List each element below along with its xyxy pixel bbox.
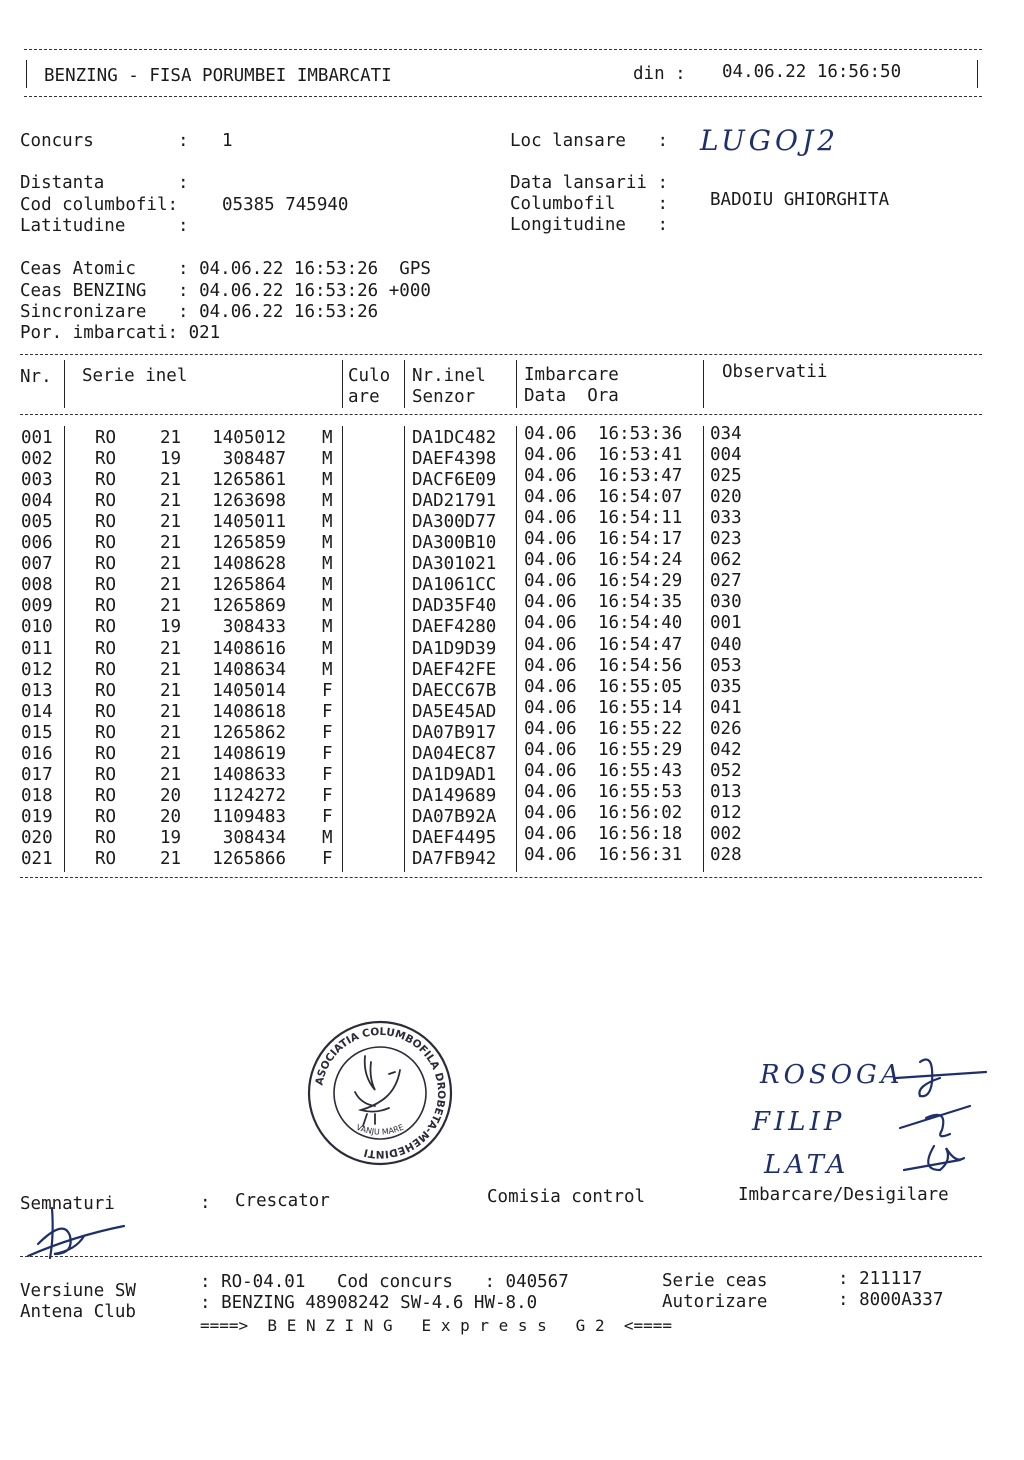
row-country: RO	[95, 806, 117, 827]
columbofil-value: BADOIU GHIORGHITA	[710, 190, 890, 210]
dove-icon	[355, 1056, 400, 1126]
row-year: 21	[160, 659, 182, 680]
row-time: 16:53:36	[598, 424, 683, 444]
row-ring-number: 1405014	[212, 680, 286, 701]
row-date: 04.06	[524, 466, 577, 487]
cod-columbofil-label: Cod columbofil:	[20, 195, 179, 215]
row-observation: 033	[710, 508, 742, 529]
row-sex: M	[322, 659, 333, 680]
row-nr: 005	[21, 512, 53, 533]
row-country: RO	[95, 743, 117, 764]
table-row	[0, 676, 1024, 702]
col-sep-4	[516, 360, 517, 408]
row-sensor-id: DA149689	[412, 785, 497, 806]
row-sensor-id: DA300B10	[412, 533, 497, 554]
row-date: 04.06	[524, 739, 577, 760]
row-ring-number: 1265869	[212, 596, 286, 617]
row-date: 04.06	[524, 634, 577, 655]
table-row	[0, 697, 1024, 723]
row-country: RO	[95, 722, 117, 743]
table-row	[0, 550, 1024, 575]
table-row	[0, 760, 1024, 786]
row-ring-number: 1263698	[212, 491, 286, 512]
row-sensor-id: DAEF42FE	[412, 659, 497, 680]
row-time: 16:54:11	[598, 508, 683, 529]
row-nr: 004	[21, 491, 53, 512]
row-country: RO	[95, 680, 117, 701]
row-sex: F	[322, 722, 333, 743]
row-sex: M	[322, 512, 333, 533]
row-time: 16:54:24	[598, 550, 683, 571]
row-year: 21	[160, 428, 182, 448]
table-row	[0, 613, 1024, 638]
row-observation: 052	[710, 760, 742, 781]
row-ring-number: 1408618	[212, 701, 286, 722]
row-nr: 015	[21, 722, 53, 743]
row-sex: F	[322, 806, 333, 827]
row-time: 16:56:31	[598, 845, 683, 865]
row-date: 04.06	[524, 529, 577, 550]
row-nr: 003	[21, 470, 53, 491]
semnaturi-colon: :	[200, 1193, 211, 1213]
row-date: 04.06	[524, 781, 577, 802]
latitudine-label: Latitudine :	[20, 216, 189, 236]
antena-club-value: : BENZING 48908242 SW-4.6 HW-8.0	[200, 1293, 538, 1313]
row-sensor-id: DA1D9D39	[412, 638, 497, 659]
row-observation: 040	[710, 634, 742, 655]
header-culoare-2: are	[348, 387, 380, 407]
concurs-label: Concurs :	[20, 131, 189, 151]
row-sensor-id: DAD21791	[412, 491, 497, 512]
signature-name-1: ROSOGA	[760, 1060, 904, 1090]
row-country: RO	[95, 575, 117, 596]
row-sex: F	[322, 849, 333, 869]
imbarcare-desigilare-label: Imbarcare/Desigilare	[738, 1185, 949, 1205]
col-sep-1	[64, 360, 65, 408]
header-observatii: Observatii	[722, 362, 828, 382]
row-ring-number: 1124272	[212, 785, 286, 806]
row-ring-number: 1265864	[212, 575, 286, 596]
row-year: 21	[160, 701, 182, 722]
row-country: RO	[95, 533, 117, 554]
row-sex: M	[322, 491, 333, 512]
row-date: 04.06	[524, 697, 577, 718]
row-year: 21	[160, 722, 182, 743]
row-time: 16:54:40	[598, 613, 683, 634]
row-time: 16:55:43	[598, 760, 683, 781]
row-sex: M	[322, 596, 333, 617]
row-ring-number: 308433	[222, 617, 286, 638]
table-row	[0, 823, 1024, 849]
row-observation: 041	[710, 697, 742, 718]
table-row	[0, 487, 1024, 512]
row-observation: 020	[710, 487, 742, 508]
table-top-border	[20, 354, 982, 355]
row-sex: M	[322, 470, 333, 491]
row-sex: F	[322, 701, 333, 722]
row-year: 21	[160, 491, 182, 512]
row-nr: 002	[21, 449, 53, 470]
row-sensor-id: DAEF4398	[412, 449, 497, 470]
benzing-express-banner: ====> B E N Z I N G E x p r e s s G 2 <====	[200, 1316, 673, 1335]
stamp-ring-text: ASOCIATIA COLUMBOFILA DROBETA-MEHEDINTI	[313, 1025, 448, 1161]
table-row	[0, 718, 1024, 744]
table-row	[0, 739, 1024, 765]
row-year: 19	[160, 449, 182, 470]
row-sex: M	[322, 575, 333, 596]
row-date: 04.06	[524, 508, 577, 529]
row-year: 21	[160, 849, 182, 869]
ceas-benzing-line: Ceas BENZING : 04.06.22 16:53:26 +000	[20, 281, 431, 301]
row-observation: 012	[710, 802, 742, 823]
row-time: 16:55:53	[598, 781, 683, 802]
row-year: 21	[160, 512, 182, 533]
row-country: RO	[95, 849, 117, 869]
row-sensor-id: DA5E45AD	[412, 701, 497, 722]
row-date: 04.06	[524, 718, 577, 739]
row-year: 19	[160, 827, 182, 848]
row-ring-number: 1265859	[212, 533, 286, 554]
table-row	[0, 529, 1024, 554]
cod-columbofil-value: 05385 745940	[222, 195, 349, 215]
row-date: 04.06	[524, 655, 577, 676]
row-ring-number: 1265861	[212, 470, 286, 491]
row-year: 21	[160, 533, 182, 554]
row-sex: M	[322, 617, 333, 638]
row-time: 16:54:35	[598, 592, 683, 613]
row-sex: M	[322, 428, 333, 448]
col-sep-2	[342, 360, 343, 408]
table-row	[0, 845, 1024, 870]
row-year: 21	[160, 743, 182, 764]
loc-lansare-label: Loc lansare :	[510, 131, 669, 151]
row-time: 16:56:18	[598, 823, 683, 844]
row-date: 04.06	[524, 487, 577, 508]
row-ring-number: 1265866	[212, 849, 286, 869]
row-sensor-id: DA1DC482	[412, 428, 497, 448]
row-nr: 010	[21, 617, 53, 638]
row-nr: 013	[21, 680, 53, 701]
row-ring-number: 1109483	[212, 806, 286, 827]
row-sensor-id: DAD35F40	[412, 596, 497, 617]
row-observation: 035	[710, 676, 742, 697]
row-observation: 028	[710, 845, 742, 865]
header-nr-inel: Nr.inel	[412, 366, 486, 386]
row-time: 16:54:17	[598, 529, 683, 550]
row-country: RO	[95, 827, 117, 848]
por-imbarcati-line: Por. imbarcati: 021	[20, 323, 221, 343]
ceas-atomic-line: Ceas Atomic : 04.06.22 16:53:26 GPS	[20, 259, 431, 279]
versiune-sw-label: Versiune SW	[20, 1281, 136, 1301]
row-nr: 016	[21, 743, 53, 764]
table-header-border	[20, 414, 982, 415]
header-datetime: 04.06.22 16:56:50	[722, 62, 902, 82]
association-stamp	[305, 1018, 455, 1168]
table-row	[0, 655, 1024, 681]
row-nr: 018	[21, 785, 53, 806]
concurs-value: 1	[222, 131, 233, 151]
row-ring-number: 308434	[222, 827, 286, 848]
row-observation: 004	[710, 445, 742, 466]
row-date: 04.06	[524, 550, 577, 571]
row-year: 21	[160, 596, 182, 617]
row-country: RO	[95, 785, 117, 806]
row-date: 04.06	[524, 592, 577, 613]
document-title: BENZING - FISA PORUMBEI IMBARCATI	[44, 66, 392, 86]
header-nr: Nr.	[20, 367, 52, 387]
row-year: 19	[160, 617, 182, 638]
row-country: RO	[95, 512, 117, 533]
autorizare-value: : 8000A337	[838, 1290, 944, 1310]
footer-divider	[20, 1256, 982, 1257]
row-year: 20	[160, 785, 182, 806]
table-row	[0, 781, 1024, 807]
row-nr: 020	[21, 827, 53, 848]
row-nr: 001	[21, 428, 53, 448]
row-sensor-id: DA301021	[412, 554, 497, 575]
row-date: 04.06	[524, 676, 577, 697]
row-sensor-id: DA300D77	[412, 512, 497, 533]
serie-ceas-label: Serie ceas	[662, 1271, 768, 1291]
row-observation: 030	[710, 592, 742, 613]
loc-lansare-value: LUGOJ2	[700, 124, 840, 157]
row-observation: 053	[710, 655, 742, 676]
row-time: 16:54:29	[598, 571, 683, 592]
table-row	[0, 592, 1024, 617]
row-date: 04.06	[524, 760, 577, 781]
header-culoare-1: Culo	[348, 366, 391, 386]
row-ring-number: 1265862	[212, 722, 286, 743]
row-observation: 001	[710, 613, 742, 634]
row-sensor-id: DA1061CC	[412, 575, 497, 596]
commission-signature-scribbles	[890, 1042, 1000, 1182]
row-time: 16:54:47	[598, 634, 683, 655]
row-nr: 007	[21, 554, 53, 575]
row-country: RO	[95, 491, 117, 512]
row-sensor-id: DA1D9AD1	[412, 764, 497, 785]
row-nr: 011	[21, 638, 53, 659]
row-ring-number: 1408628	[212, 554, 286, 575]
table-row	[0, 571, 1024, 596]
row-sex: M	[322, 827, 333, 848]
row-country: RO	[95, 764, 117, 785]
row-sensor-id: DACF6E09	[412, 470, 497, 491]
signature-name-3: LATA	[764, 1150, 850, 1180]
columbofil-label: Columbofil :	[510, 194, 669, 214]
versiune-sw-value: : RO-04.01 Cod concurs : 040567	[200, 1272, 569, 1292]
row-country: RO	[95, 428, 117, 448]
row-country: RO	[95, 617, 117, 638]
row-observation: 062	[710, 550, 742, 571]
row-sex: F	[322, 764, 333, 785]
antena-club-label: Antena Club	[20, 1302, 136, 1322]
row-observation: 013	[710, 781, 742, 802]
row-sex: M	[322, 554, 333, 575]
row-date: 04.06	[524, 823, 577, 844]
header-right-border	[977, 60, 978, 88]
row-sensor-id: DA04EC87	[412, 743, 497, 764]
table-row	[0, 634, 1024, 660]
row-time: 16:55:29	[598, 739, 683, 760]
row-country: RO	[95, 659, 117, 680]
row-sensor-id: DA7FB942	[412, 849, 497, 869]
row-ring-number: 1405012	[212, 428, 286, 448]
header-left-border	[26, 60, 27, 88]
row-time: 16:55:14	[598, 697, 683, 718]
row-year: 21	[160, 764, 182, 785]
row-observation: 027	[710, 571, 742, 592]
row-year: 20	[160, 806, 182, 827]
row-observation: 042	[710, 739, 742, 760]
din-label: din :	[633, 64, 686, 84]
row-sensor-id: DAECC67B	[412, 680, 497, 701]
col-sep-5	[703, 360, 704, 408]
row-date: 04.06	[524, 424, 577, 444]
semnaturi-label: Semnaturi	[20, 1194, 115, 1214]
row-observation: 002	[710, 823, 742, 844]
row-date: 04.06	[524, 445, 577, 466]
table-bottom-border	[20, 877, 982, 878]
header-imbarcare: Imbarcare	[524, 365, 619, 385]
row-ring-number: 1408633	[212, 764, 286, 785]
row-date: 04.06	[524, 613, 577, 634]
row-year: 21	[160, 575, 182, 596]
row-year: 21	[160, 470, 182, 491]
row-year: 21	[160, 554, 182, 575]
table-row	[0, 424, 1024, 449]
row-nr: 006	[21, 533, 53, 554]
row-sex: F	[322, 785, 333, 806]
header-bottom-border	[24, 96, 982, 97]
row-nr: 021	[21, 849, 53, 869]
row-country: RO	[95, 449, 117, 470]
row-nr: 017	[21, 764, 53, 785]
row-sex: F	[322, 743, 333, 764]
header-data-ora: Data Ora	[524, 386, 619, 406]
row-country: RO	[95, 701, 117, 722]
row-nr: 009	[21, 596, 53, 617]
row-sex: M	[322, 533, 333, 554]
header-senzor: Senzor	[412, 387, 476, 407]
row-ring-number: 308487	[222, 449, 286, 470]
distanta-label: Distanta :	[20, 173, 189, 193]
row-sensor-id: DAEF4495	[412, 827, 497, 848]
stamp-bottom-text: VANJU MARE	[354, 1122, 406, 1137]
crescator-signature	[24, 1196, 134, 1276]
row-ring-number: 1408616	[212, 638, 286, 659]
row-time: 16:56:02	[598, 802, 683, 823]
row-country: RO	[95, 596, 117, 617]
row-country: RO	[95, 554, 117, 575]
table-row	[0, 802, 1024, 828]
serie-ceas-value: : 211117	[838, 1269, 923, 1289]
row-observation: 026	[710, 718, 742, 739]
row-country: RO	[95, 638, 117, 659]
row-observation: 025	[710, 466, 742, 487]
data-lansarii-label: Data lansarii :	[510, 173, 669, 193]
row-observation: 034	[710, 424, 742, 444]
row-time: 16:53:41	[598, 445, 683, 466]
row-sex: F	[322, 680, 333, 701]
col-sep-3	[404, 360, 405, 408]
header-serie-inel: Serie inel	[82, 366, 188, 386]
table-row	[0, 445, 1024, 470]
row-date: 04.06	[524, 845, 577, 865]
row-year: 21	[160, 680, 182, 701]
row-nr: 019	[21, 806, 53, 827]
row-year: 21	[160, 638, 182, 659]
row-country: RO	[95, 470, 117, 491]
row-nr: 014	[21, 701, 53, 722]
row-ring-number: 1405011	[212, 512, 286, 533]
row-time: 16:53:47	[598, 466, 683, 487]
row-ring-number: 1408634	[212, 659, 286, 680]
row-time: 16:54:56	[598, 655, 683, 676]
table-row	[0, 466, 1024, 491]
longitudine-label: Longitudine :	[510, 215, 669, 235]
crescator-label: Crescator	[235, 1191, 330, 1211]
row-sensor-id: DAEF4280	[412, 617, 497, 638]
signature-name-2: FILIP	[752, 1107, 846, 1137]
table-row	[0, 508, 1024, 533]
autorizare-label: Autorizare	[662, 1292, 768, 1312]
row-date: 04.06	[524, 571, 577, 592]
sincronizare-line: Sincronizare : 04.06.22 16:53:26	[20, 302, 379, 322]
row-time: 16:55:22	[598, 718, 683, 739]
row-observation: 023	[710, 529, 742, 550]
row-time: 16:54:07	[598, 487, 683, 508]
row-nr: 008	[21, 575, 53, 596]
row-date: 04.06	[524, 802, 577, 823]
row-sex: M	[322, 638, 333, 659]
row-nr: 012	[21, 659, 53, 680]
row-sensor-id: DA07B917	[412, 722, 497, 743]
row-sensor-id: DA07B92A	[412, 806, 497, 827]
row-ring-number: 1408619	[212, 743, 286, 764]
row-sex: M	[322, 449, 333, 470]
comisia-control-label: Comisia control	[487, 1187, 646, 1207]
header-top-border	[24, 49, 982, 50]
row-time: 16:55:05	[598, 676, 683, 697]
